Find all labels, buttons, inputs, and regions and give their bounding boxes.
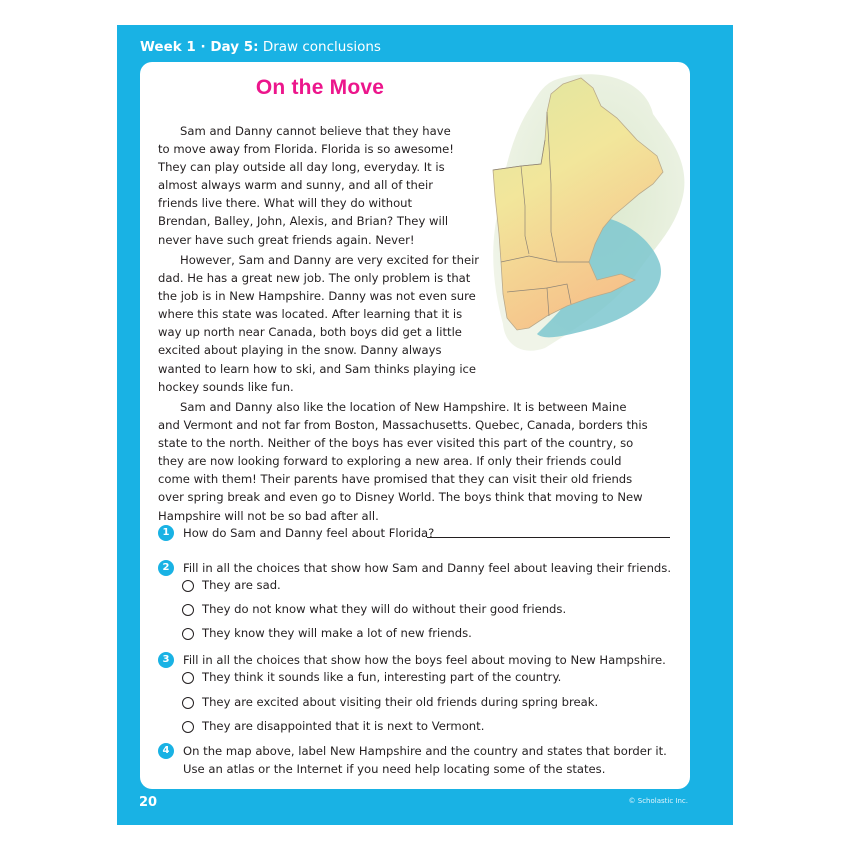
story-title: On the Move xyxy=(255,76,385,99)
question-text: On the map above, label New Hampshire and the country and states that border it. Use an atlas or the Internet if you need help locating some of the states. xyxy=(183,744,667,777)
skill-label: Draw conclusions xyxy=(262,39,381,55)
story-paragraph-2: However, Sam and Danny are very excited for their dad. He has a great new job. The only problem is that the job is in New Hampshire. Danny was not even sure where this state was located. After learning that it is way up north near Canada, both boys did get a little excited about playing in the snow. Danny always wanted to learn how to ski, and Sam thinks playing ice hockey sounds like fun. xyxy=(158,253,480,394)
answer-bubble-icon[interactable] xyxy=(182,604,194,616)
question-text: How do Sam and Danny feel about Florida? xyxy=(183,526,435,540)
question-number: 1 xyxy=(158,525,174,541)
option-text: They do not know what they will do without their good friends. xyxy=(202,602,567,616)
question-text: Fill in all the choices that show how the boys feel about moving to New Hampshire. xyxy=(183,653,666,667)
question-text: Fill in all the choices that show how Sam and Danny feel about leaving their friends. xyxy=(183,561,672,575)
question-number: 2 xyxy=(158,560,174,576)
lesson-header xyxy=(140,39,381,55)
copyright-text: © Scholastic Inc. xyxy=(628,797,688,805)
option-text: They know they will make a lot of new friends. xyxy=(202,626,472,640)
worksheet-card xyxy=(140,62,690,789)
story-paragraph-3: Sam and Danny also like the location of New Hampshire. It is between Maine and Vermont and not far from Boston, Massachusetts. Quebec, Canada, borders this state to the north. Neither of the boys has ever visited this part of the country, so they are now looking forward to exploring a new area. If only their friends could come with them! Their parents have promised that they can visit their old friends over spring break and even go to Disney World. The boys think that moving to New Hampshire will not be so bad after all. xyxy=(158,400,648,523)
option-text: They are excited about visiting their old friends during spring break. xyxy=(202,695,599,709)
answer-bubble-icon[interactable] xyxy=(182,580,194,592)
week-day-label: Week 1 · Day 5: xyxy=(140,39,259,55)
option-text: They are sad. xyxy=(202,578,281,592)
answer-bubble-icon[interactable] xyxy=(182,672,194,684)
answer-bubble-icon[interactable] xyxy=(182,697,194,709)
answer-bubble-icon[interactable] xyxy=(182,721,194,733)
question-number: 4 xyxy=(158,743,174,759)
story-paragraph-1: Sam and Danny cannot believe that they have to move away from Florida. Florida is so awesome! They can play outside all day long, everyday. It is almost always warm and sunny, and all of their friends live there. What will they do without Brendan, Balley, John, Alexis, and Brian? They will never have such great friends again. Never! xyxy=(158,124,454,247)
question-number: 3 xyxy=(158,652,174,668)
page-number: 20 xyxy=(139,795,158,810)
option-text: They think it sounds like a fun, interesting part of the country. xyxy=(202,670,562,684)
new-england-map-icon xyxy=(485,66,690,356)
answer-bubble-icon[interactable] xyxy=(182,628,194,640)
option-text: They are disappointed that it is next to Vermont. xyxy=(202,719,485,733)
answer-line[interactable] xyxy=(427,537,670,538)
